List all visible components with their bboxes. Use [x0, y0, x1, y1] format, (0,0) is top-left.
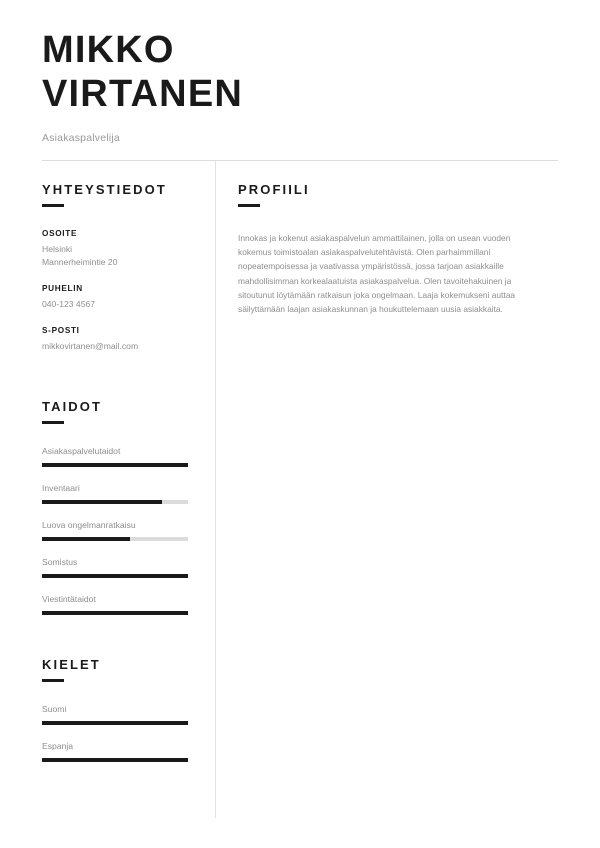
right-column — [238, 182, 528, 316]
skill-level-fill — [42, 463, 188, 467]
resume-header — [42, 28, 558, 144]
language-level-track — [42, 758, 188, 762]
skill-level-track — [42, 537, 188, 541]
contact-label-phone: PUHELIN — [42, 284, 83, 293]
skill-row — [42, 483, 188, 504]
skill-label: Viestintätaidot — [42, 594, 96, 604]
contact-value-email — [42, 340, 188, 353]
contact-email-address: mikkovirtanen@mail.com — [42, 341, 139, 351]
language-label: Espanja — [42, 741, 74, 751]
contact-address-city: Helsinki — [42, 244, 73, 254]
profile-section-accent — [238, 204, 260, 207]
contact-value-phone — [42, 298, 188, 311]
contact-section-accent — [42, 204, 64, 207]
skill-level-fill — [42, 574, 188, 578]
skill-row — [42, 557, 188, 578]
candidate-last-name: VIRTANEN — [42, 73, 244, 115]
contact-item-phone — [42, 284, 188, 311]
left-column — [42, 182, 188, 778]
language-row — [42, 704, 188, 725]
skill-label: Inventaari — [42, 483, 80, 493]
languages-section-accent — [42, 679, 64, 682]
skill-row — [42, 520, 188, 541]
languages-section-title: KIELET — [42, 657, 101, 672]
skills-list — [42, 446, 188, 615]
languages-list — [42, 704, 188, 762]
contact-label-email: S-POSTI — [42, 326, 80, 335]
contact-label-address: OSOITE — [42, 229, 78, 238]
skill-label: Luova ongelmanratkaisu — [42, 520, 136, 530]
skill-level-track — [42, 500, 188, 504]
skills-section-accent — [42, 421, 64, 424]
contact-address-street: Mannerheimintie 20 — [42, 257, 118, 267]
contact-phone-number: 040-123 4567 — [42, 299, 96, 309]
skill-level-fill — [42, 500, 162, 504]
header-divider-rule — [42, 160, 558, 161]
contact-list — [42, 229, 188, 353]
profile-section — [238, 182, 528, 316]
contact-value-address — [42, 243, 188, 269]
skills-section-title: TAIDOT — [42, 399, 103, 414]
skill-level-track — [42, 463, 188, 467]
language-row — [42, 741, 188, 762]
skill-label: Somistus — [42, 557, 78, 567]
contact-section — [42, 182, 188, 353]
languages-section — [42, 657, 188, 762]
skill-level-track — [42, 574, 188, 578]
candidate-name — [42, 28, 558, 116]
contact-item-email — [42, 326, 188, 353]
contact-item-address — [42, 229, 188, 269]
column-divider-rule — [215, 161, 216, 818]
language-level-fill — [42, 721, 188, 725]
candidate-first-name: MIKKO — [42, 29, 175, 71]
skill-level-track — [42, 611, 188, 615]
profile-section-title: PROFIILI — [238, 182, 310, 197]
skill-row — [42, 446, 188, 467]
language-level-fill — [42, 758, 188, 762]
skill-level-fill — [42, 611, 188, 615]
candidate-job-title: Asiakaspalvelija — [42, 132, 120, 144]
language-label: Suomi — [42, 704, 67, 714]
language-level-track — [42, 721, 188, 725]
skill-label: Asiakaspalvelutaidot — [42, 446, 121, 456]
profile-body-text: Innokas ja kokenut asiakaspalvelun ammattilainen, jolla on usean vuoden kokemus toimistoalan asiakaspalvelutehtävistä. Olen parhaimmillani nopeatempoisessa ja vaativassa ympäristössä, jossa tarjoan asiakkaille mahdollisimman korkealaatuista asiakaspalvelua. Olen tavoitehakuinen ja sitoutunut löytämään ratkaisun joka ongelmaan. Laaja kokemukseni auttaa säilyttämään laajan asiakaskunnan ja houkuttelemaan uusia asiakkaita. — [238, 233, 516, 315]
skills-section — [42, 399, 188, 615]
skill-row — [42, 594, 188, 615]
skill-level-fill — [42, 537, 130, 541]
contact-section-title: YHTEYSTIEDOT — [42, 182, 167, 197]
